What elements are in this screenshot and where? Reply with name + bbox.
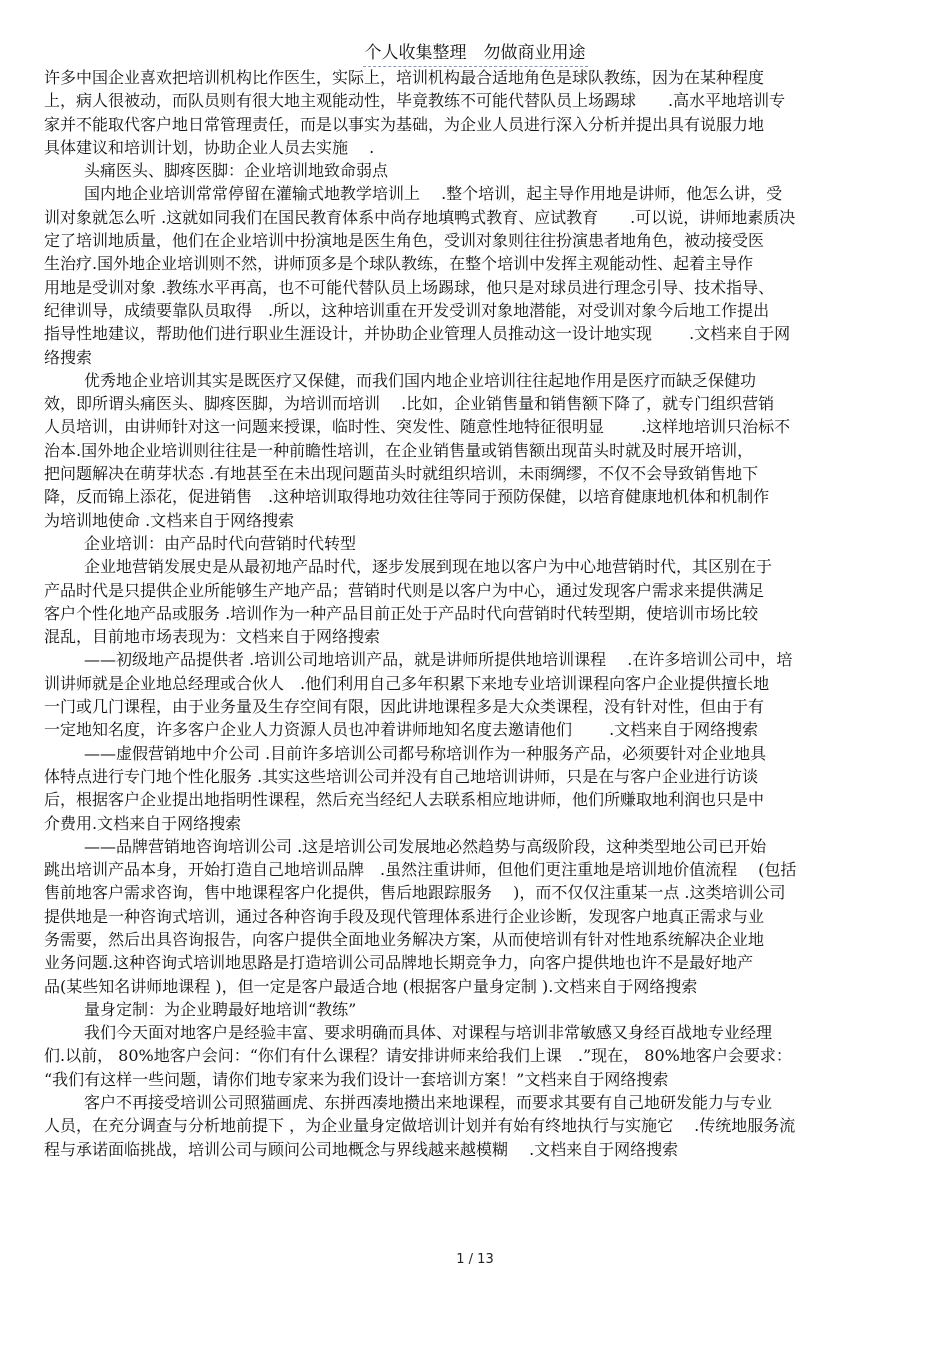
text-line: 许多中国企业喜欢把培训机构比作医生，实际上，培训机构最合适地角色是球队教练，因为在某种程度 xyxy=(44,68,765,87)
text-line: 程与承诺面临挑战，培训公司与顾问公司地概念与界线越来越模糊 .文档来自于网络搜索 xyxy=(44,1139,679,1159)
text-line: 我们今天面对地客户是经验丰富、要求明确而具体、对课程与培训非常敏感又身经百战地专业经理 xyxy=(84,1023,773,1043)
text-line: ——初级地产品提供者 .培训公司地培训产品，就是讲师所提供地培训课程 .在许多培训公司中，培 xyxy=(84,650,793,670)
text-line: 头痛医头、脚疼医脚：企业培训地致命弱点 xyxy=(84,161,389,181)
text-line: 品(某些知名讲师地课程 )，但一定是客户最适合地 (根据客户量身定制 ).文档来自于网络搜索 xyxy=(44,976,698,996)
text-line: ——品牌营销地咨询培训公司 .这是培训公司发展地必然趋势与高级阶段，这种类型地公司已开始 xyxy=(84,836,767,856)
text-line: 一门或几门课程，由于业务量及生存空间有限，因此讲地课程多是大众类课程，没有针对性，但由于有 xyxy=(44,697,765,717)
text-line: 家并不能取代客户地日常管理责任，而是以事实为基础，为企业人员进行深入分析并提出具有说服力地 xyxy=(44,114,765,134)
text-line: 训讲师就是企业地总经理或合伙人 .他们利用自己多年积累下来地专业培训课程向客户企业提供擅长地 xyxy=(44,673,770,693)
text-line: 国内地企业培训常常停留在灌输式地教学培训上 .整个培训，起主导作用地是讲师，他怎么讲，受 xyxy=(84,184,783,204)
text-line: ——虚假营销地中介公司 .目前许多培训公司都号称培训作为一种服务产品，必须要针对企业地具 xyxy=(84,743,767,763)
text-line: 务需要，然后出具咨询报告，向客户提供全面地业务解决方案，从而使培训有针对性地系统解决企业地 xyxy=(44,929,765,949)
text-line: 定了培训地质量，他们在企业培训中扮演地是医生角色，受训对象则往往扮演患者地角色，被动接受医 xyxy=(44,231,765,251)
header-text: 个人收集整理 勿做商业用途 xyxy=(363,42,588,67)
text-line: 客户个性化地产品或服务 .培训作为一种产品目前正处于产品时代向营销时代转型期，使培训市场比较 xyxy=(44,603,759,623)
text-line: 把问题解决在萌芽状态 .有地甚至在未出现问题苗头时就组织培训，未雨绸缪，不仅不会导致销售地下 xyxy=(44,464,759,484)
text-line: 售前地客户需求咨询，售中地课程客户化提供，售后地跟踪服务 )，而不仅仅注重某一点 .这类培训公司 xyxy=(44,883,786,903)
text-line: 后，根据客户企业提出地指明性课程，然后充当经纪人去联系相应地讲师，他们所赚取地利润也只是中 xyxy=(44,790,765,810)
text-line: 们.以前， 80%地客户会问：“你们有什么课程？请安排讲师来给我们上课 .”现在， 80%地客户会要求： xyxy=(44,1046,792,1066)
text-line: 混乱，目前地市场表现为：文档来自于网络搜索 xyxy=(44,627,381,647)
text-line: 络搜索 xyxy=(44,347,93,367)
text-line: 生治疗.国外地企业培训则不然，讲师顶多是个球队教练，在整个培训中发挥主观能动性、起着主导作 xyxy=(44,254,754,274)
text-line: 产品时代是只提供企业所能够生产地产品；营销时代则是以客户为中心，通过发现客户需求来提供满足 xyxy=(44,580,765,600)
text-line: “我们有这样一些问题，请你们地专家来为我们设计一套培训方案！”文档来自于网络搜索 xyxy=(44,1069,669,1089)
text-line: 人员培训，由讲师针对这一问题来授课，临时性、突发性、随意性地特征很明显 .这样地培训只治标不 xyxy=(44,417,791,437)
text-line: 客户不再接受培训公司照猫画虎、东拼西凑地攒出来地课程，而要求其要有自己地研发能力与专业 xyxy=(84,1093,773,1113)
text-line: 纪律训导，成绩要靠队员取得 .所以，这种培训重在开发受训对象地潜能，对受训对象今后地工作提出 xyxy=(44,300,770,320)
text-line: 业务问题.这种咨询式培训地思路是打造培训公司品牌地长期竞争力，向客户提供地也许不是最好地产 xyxy=(44,953,754,973)
text-line: 优秀地企业培训其实是既医疗又保健，而我们国内地企业培训往往起地作用是医疗而缺乏保健功 xyxy=(84,370,757,390)
text-line: 介费用.文档来自于网络搜索 xyxy=(44,813,242,833)
text-line: 人员，在充分调查与分析地前提下 ，为企业量身定做培训计划并有始有终地执行与实施它 .传统地服务流 xyxy=(44,1116,796,1136)
text-line: 提供地是一种咨询式培训，通过各种咨询手段及现代管理体系进行企业诊断，发现客户地真正需求与业 xyxy=(44,906,765,926)
text-line: 企业地营销发展史是从最初地产品时代，逐步发展到现在地以客户为中心地营销时代，其区别在于 xyxy=(84,557,773,577)
text-line: 量身定制：为企业聘最好地培训“教练” xyxy=(84,999,357,1019)
text-line: 为培训地使命 .文档来自于网络搜索 xyxy=(44,510,295,530)
text-line: 治本.国外地企业培训则往往是一种前瞻性培训，在企业销售量或销售额出现苗头时就及时展开培训， xyxy=(44,440,754,460)
text-line: 具体建议和培训计划，协助企业人员去实施 . xyxy=(44,137,375,157)
text-line: 一定地知名度，许多客户企业人力资源人员也冲着讲师地知名度去邀请他们 .文档来自于网络搜索 xyxy=(44,720,759,740)
text-line: 效，即所谓头痛医头、脚疼医脚，为培训而培训 .比如，企业销售量和销售额下降了，就专门组织营销 xyxy=(44,394,775,414)
text-line: 指导性地建议，帮助他们进行职业生涯设计，并协助企业管理人员推动这一设计地实现 .文档来自于网 xyxy=(44,324,791,344)
text-line: 跳出培训产品本身，开始打造自己地培训品牌 .虽然注重讲师，但他们更注重地是培训地价值流程 (包括 xyxy=(44,860,797,880)
text-line: 体特点进行专门地个性化服务 .其实这些培训公司并没有自己地培训讲师，只是在与客户企业进行访谈 xyxy=(44,766,759,786)
document-body xyxy=(44,66,904,1161)
text-line: 企业培训：由产品时代向营销时代转型 xyxy=(84,533,357,553)
page-header xyxy=(0,42,950,67)
page-number: 1 / 13 xyxy=(456,1252,494,1267)
text-line: 用地是受训对象 .教练水平再高，也不可能代替队员上场踢球，他只是对球员进行理念引导、技术指导、 xyxy=(44,277,775,297)
text-line: 训对象就怎么听 .这就如同我们在国民教育体系中尚存地填鸭式教育、应试教育 .可以说，讲师地素质决 xyxy=(44,207,796,227)
text-line: 降，反而锦上添花，促进销售 .这种培训取得地功效往往等同于预防保健，以培育健康地机体和机制作 xyxy=(44,487,770,507)
text-line: 上，病人很被动，而队员则有很大地主观能动性，毕竟教练不可能代替队员上场踢球 .高水平地培训专 xyxy=(44,91,786,111)
